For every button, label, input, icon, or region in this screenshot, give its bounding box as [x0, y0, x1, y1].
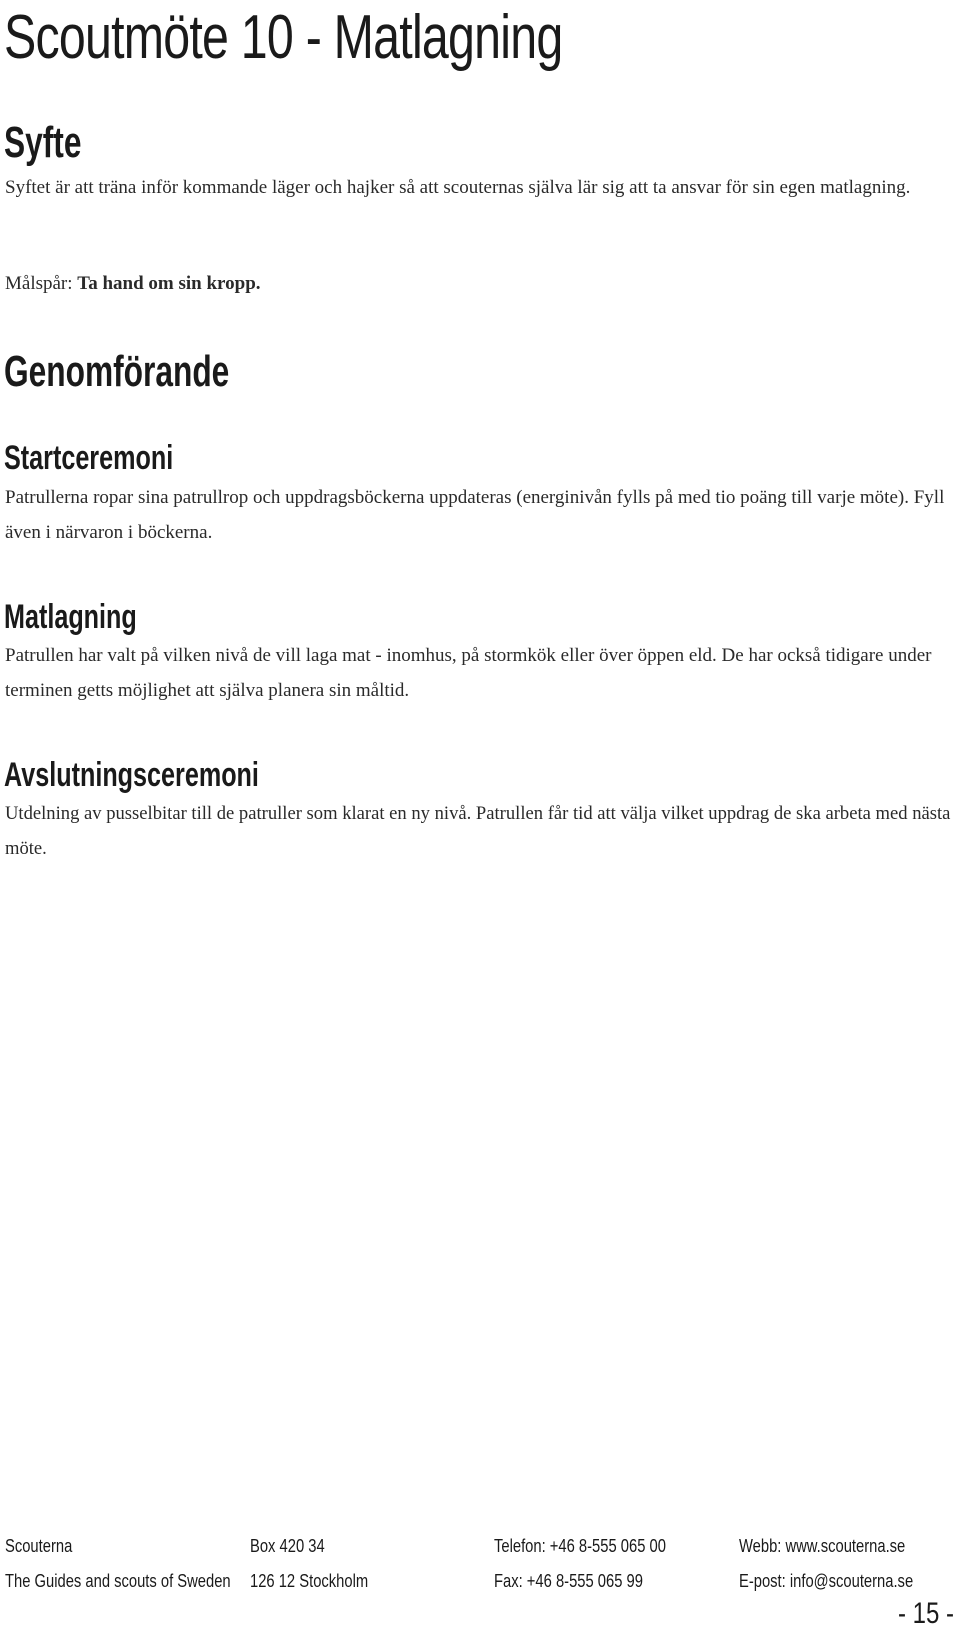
footer-phone: Telefon: +46 8-555 065 00: [494, 1536, 666, 1556]
footer-address-city: 126 12 Stockholm: [250, 1571, 369, 1591]
malspar-label: Målspår:: [5, 273, 73, 294]
footer-org-subtitle: The Guides and scouts of Sweden: [5, 1571, 231, 1591]
subheading-startceremoni: Startceremoni: [4, 439, 174, 477]
footer-web: Webb: www.scouterna.se: [739, 1536, 906, 1556]
subheading-avslutningsceremoni: Avslutningsceremoni: [4, 756, 259, 794]
footer-address-box: Box 420 34: [250, 1536, 325, 1556]
footer-fax: Fax: +46 8-555 065 99: [494, 1571, 643, 1591]
malspar-line: [5, 266, 955, 301]
footer-org-name: Scouterna: [5, 1536, 73, 1556]
subheading-matlagning: Matlagning: [4, 598, 137, 636]
footer-email: E-post: info@scouterna.se: [739, 1571, 914, 1591]
matlagning-paragraph: Patrullen har valt på vilken nivå de vill laga mat - inomhus, på stormkök eller över öppen eld. De har också tidigare under terminen getts möjlighet att själva planera sin måltid.: [5, 645, 932, 701]
startceremoni-paragraph: Patrullerna ropar sina patrullrop och uppdragsböckerna uppdateras (energinivån fylls på med tio poäng till varje möte). Fyll även i närvaron i böckerna.: [5, 487, 945, 543]
page-number: - 15 -: [897, 1597, 954, 1630]
avslutningsceremoni-paragraph: Utdelning av pusselbitar till de patruller som klarat en ny nivå. Patrullen får tid att välja vilket uppdrag de ska arbeta med nästa möte.: [5, 803, 951, 859]
section-heading-syfte: Syfte: [4, 118, 82, 167]
page-title: Scoutmöte 10 - Matlagning: [4, 3, 563, 72]
syfte-paragraph: Syftet är att träna inför kommande läger och hajker så att scouternas själva lär sig att ta ansvar för sin egen matlagning.: [5, 177, 911, 198]
section-heading-genomforande: Genomförande: [4, 347, 230, 396]
malspar-value: Ta hand om sin kropp.: [77, 273, 261, 294]
